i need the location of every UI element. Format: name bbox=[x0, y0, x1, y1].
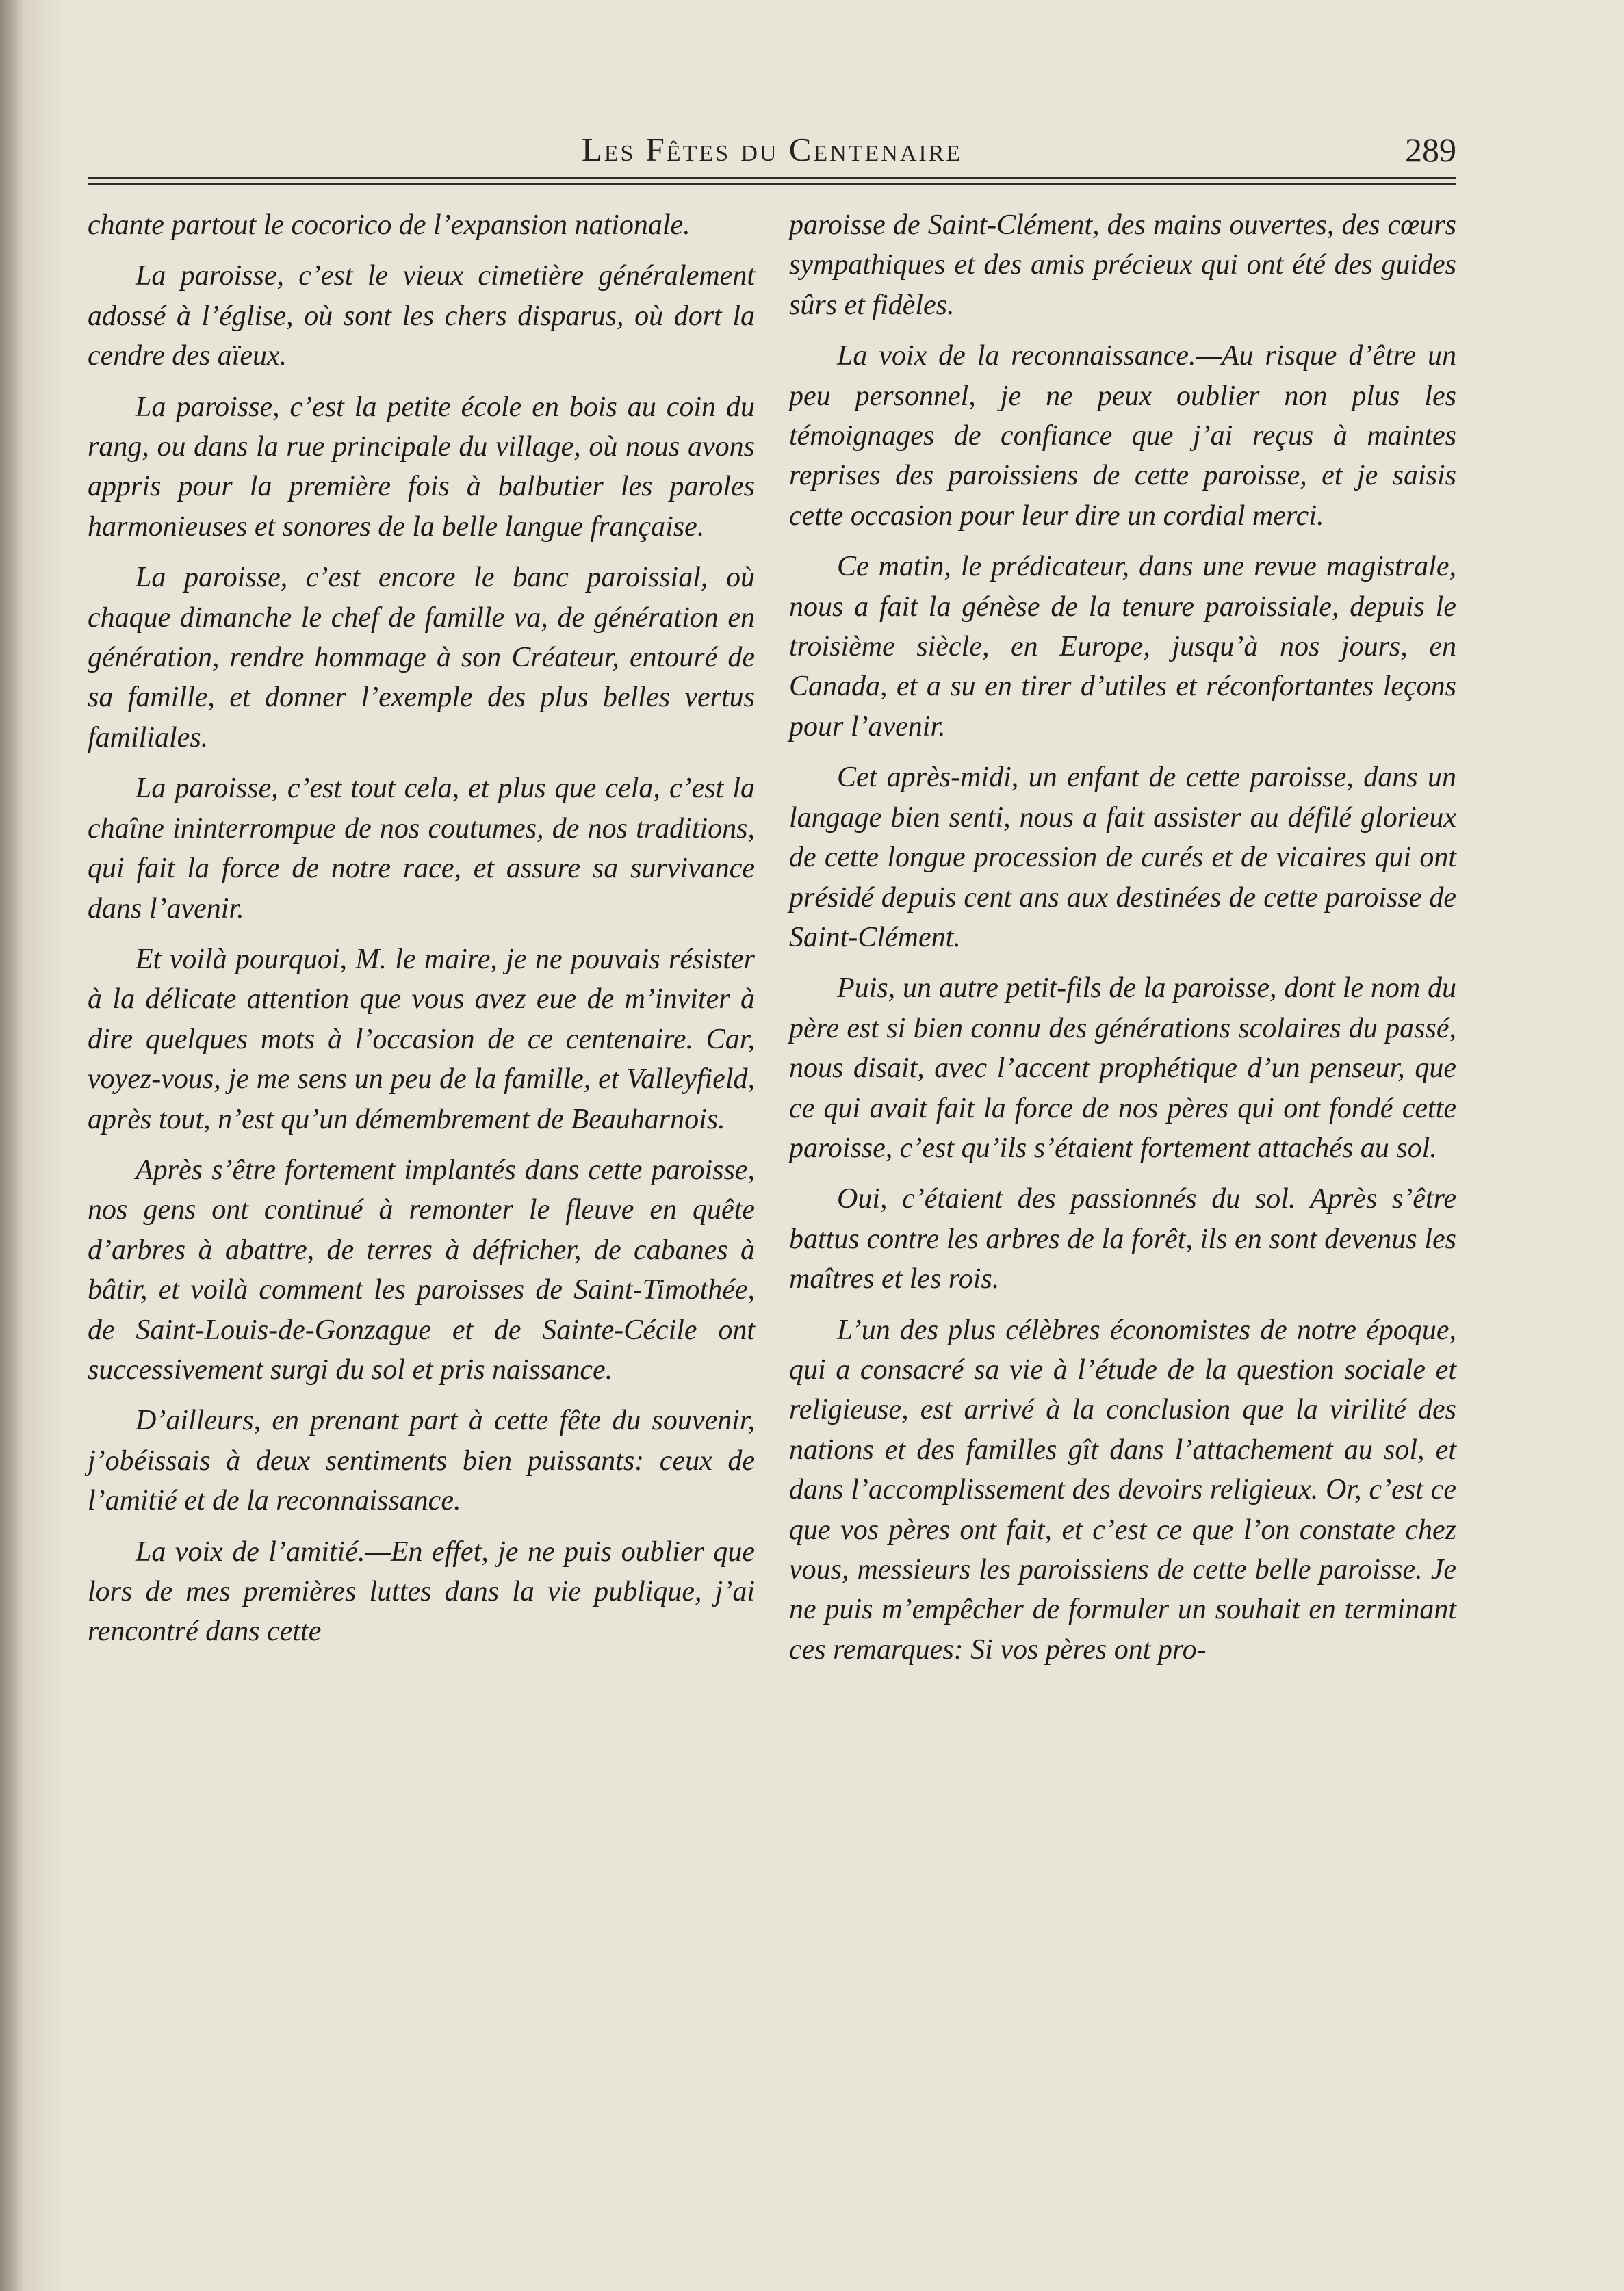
page-gutter-shade bbox=[23, 0, 64, 2291]
paragraph: chante partout le cocorico de l’expansion nationale. bbox=[88, 209, 691, 241]
paragraph: Ce matin, le prédicateur, dans une revue magistrale, nous a fait la génèse de la tenure paroissiale, depuis le troisième siècle, en Europe, jusqu’à nos jours, en Canada, et a su en tirer d’utiles et réconfortantes leçons pour l’avenir. bbox=[789, 551, 1456, 742]
paragraph: Puis, un autre petit-fils de la paroisse, dont le nom du père est si bien connu des générations scolaires du passé, nous disait, avec l’accent prophétique d’un penseur, que ce qui avait fait la force de nos pères qui ont fondé cette paroisse, c’est qu’ils s’étaient fortement attachés au sol. bbox=[789, 972, 1456, 1164]
paragraph: La paroisse, c’est encore le banc paroissial, où chaque dimanche le chef de famille va, de génération en génération, rendre hommage à son Créateur, entouré de sa famille, et donner l’exemple des plus belles vertus familiales. bbox=[88, 562, 755, 753]
paragraph: La paroisse, c’est le vieux cimetière généralement adossé à l’église, où sont les chers disparus, où dort la cendre des aïeux. bbox=[88, 260, 755, 372]
header-rule-thick bbox=[88, 177, 1456, 179]
paragraph: L’un des plus célèbres économistes de notre époque, qui a consacré sa vie à l’étude de la question sociale et religieuse, est arrivé à la conclusion que la virilité des nations et des familles gît dans l’attachement au sol, et dans l’accomplissement des devoirs religieux. Or, c’est ce que vos pères ont fait, et c’est ce que l’on constate chez vous, messieurs les paroissiens de cette belle paroisse. Je ne puis m’empêcher de formuler un souhait en terminant ces remarques: Si vos pères ont pro- bbox=[789, 1314, 1456, 1666]
paragraph: paroisse de Saint-Clément, des mains ouvertes, des cœurs sympathiques et des amis précieux qui ont été des guides sûrs et fidèles. bbox=[789, 209, 1456, 321]
right-column bbox=[789, 205, 1456, 1681]
paragraph: Oui, c’étaient des passionnés du sol. Après s’être battus contre les arbres de la forêt, ils en sont devenus les maîtres et les rois. bbox=[789, 1183, 1456, 1295]
paragraph: La paroisse, c’est tout cela, et plus que cela, c’est la chaîne ininterrompue de nos coutumes, de nos traditions, qui fait la force de notre race, et assure sa survivance dans l’avenir. bbox=[88, 773, 755, 924]
paragraph: La paroisse, c’est la petite école en bois au coin du rang, ou dans la rue principale du village, où nous avons appris pour la première fois à balbutier les paroles harmonieuses et sonores de la belle langue française. bbox=[88, 391, 755, 543]
paragraph: La voix de l’amitié.—En effet, je ne puis oublier que lors de mes premières luttes dans la vie publique, j’ai rencontré dans cette bbox=[88, 1536, 755, 1648]
paragraph: Et voilà pourquoi, M. le maire, je ne pouvais résister à la délicate attention que vous avez eue de m’inviter à dire quelques mots à l’occasion de ce centenaire. Car, voyez-vous, je me sens un peu de la famille, et Valleyfield, après tout, n’est qu’un démembrement de Beauharnois. bbox=[88, 943, 755, 1135]
paragraph: La voix de la reconnaissance.—Au risque d’être un peu personnel, je ne peux oublier non plus les témoignages de confiance que j’ai reçus à maintes reprises des paroissiens de cette paroisse, et je saisis cette occasion pour leur dire un cordial merci. bbox=[789, 340, 1456, 532]
page-header bbox=[88, 130, 1456, 172]
paragraph: D’ailleurs, en prenant part à cette fête du souvenir, j’obéissais à deux sentiments bien puissants: ceux de l’amitié et de la reconnaissance. bbox=[88, 1405, 755, 1517]
paragraph: Après s’être fortement implantés dans cette paroisse, nos gens ont continué à remonter le fleuve en quête d’arbres à abattre, de terres à défricher, de cabanes à bâtir, et voilà comment les paroisses de Saint-Timothée, de Saint-Louis-de-Gonzague et de Sainte-Cécile ont successivement surgi du sol et pris naissance. bbox=[88, 1154, 755, 1386]
book-spine-shadow bbox=[0, 0, 23, 2291]
page-number: 289 bbox=[1405, 131, 1456, 169]
running-title: Les Fêtes du Centenaire bbox=[581, 131, 963, 168]
left-column bbox=[88, 205, 755, 1663]
header-rule-thin bbox=[88, 183, 1456, 185]
paragraph: Cet après-midi, un enfant de cette paroisse, dans un langage bien senti, nous a fait assister au défilé glorieux de cette longue procession de curés et de vicaires qui ont présidé depuis cent ans aux destinées de cette paroisse de Saint-Clément. bbox=[789, 762, 1456, 953]
